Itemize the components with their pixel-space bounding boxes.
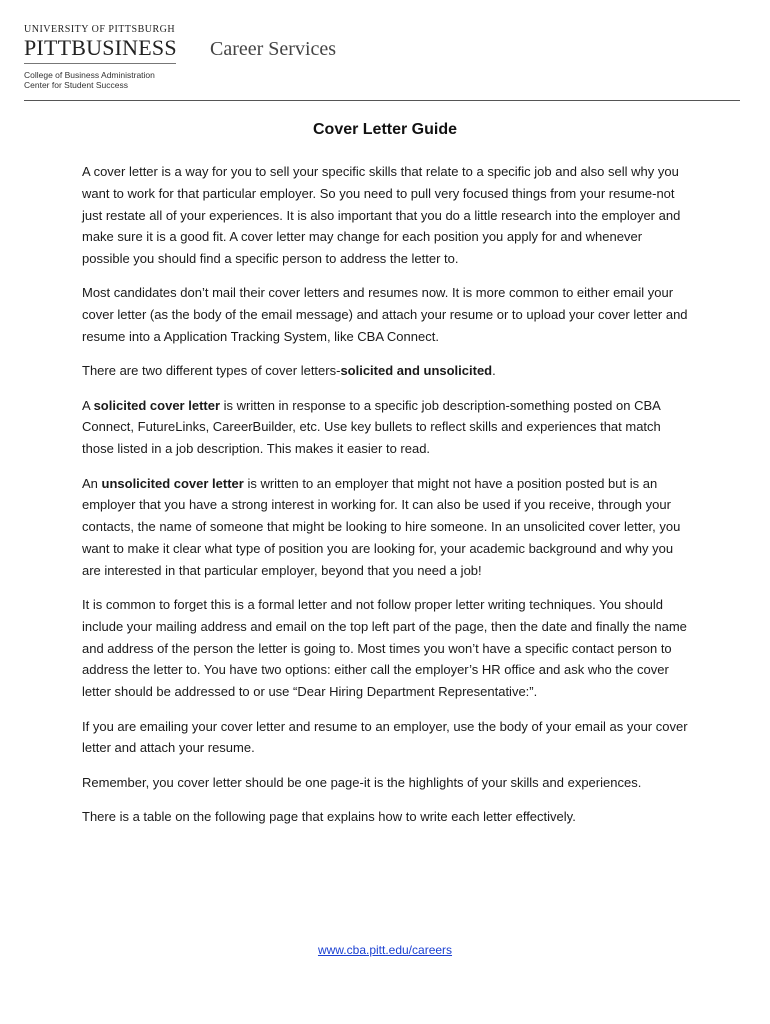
center-name: Center for Student Success xyxy=(24,80,128,90)
unsolicited-term: unsolicited cover letter xyxy=(101,475,244,491)
college-name: College of Business Administration xyxy=(24,70,155,80)
unsolicited-text: is written to an employer that might not have a position posted but is an employer that you have a strong interest in working for. It can also be used if you receive, through your contacts, the name of someone that might be looking to hire someone. In an unsolicited cover letter, you want to make it clear what type of position you are looking for, your academic background and why you are interested in that particular employer, beyond that you need a job! xyxy=(82,475,681,578)
section-name: Career Services xyxy=(210,38,337,60)
paragraph-emailing: If you are emailing your cover letter and resume to an employer, use the body of your email as your cover letter and attach your resume. xyxy=(82,718,688,756)
types-end: . xyxy=(492,363,496,379)
solicited-lead: A xyxy=(82,397,94,413)
pitt-business-logo xyxy=(24,24,184,90)
solicited-text: is written in response to a specific job description-something posted on CBA Connect, FutureLinks, CareerBuilder, etc. Use key bullets to reflect skills and experiences that match those listed in a job description. This makes it easier to read. xyxy=(82,397,661,457)
careers-website-link[interactable]: www.cba.pitt.edu/careers xyxy=(317,943,453,957)
document-body xyxy=(82,161,690,840)
paragraph-formal-letter: It is common to forget this is a formal letter and not follow proper letter writing techniques. You should include your mailing address and email on the top left part of the page, then the date and finally the name and address of the person the letter is going to. Most times you won’t have a specific contact person to address the letter to. You have two options: either call the employer’s HR office and ask who the cover letter should be addressed to or use “Dear Hiring Department Representative:”. xyxy=(82,597,687,700)
header-divider xyxy=(24,100,740,101)
paragraph-types xyxy=(82,360,690,382)
paragraph-unsolicited xyxy=(82,473,690,582)
pitt-business-wordmark: PITTBUSINESS xyxy=(24,35,177,60)
paragraph-submission: Most candidates don’t mail their cover letters and resumes now. It is more common to either email your cover letter (as the body of the email message) and attach your resume or to upload your cover letter and resume into a Application Tracking System, like CBA Connect. xyxy=(82,285,688,345)
logo-divider xyxy=(24,63,176,64)
university-name: UNIVERSITY OF PITTSBURGH xyxy=(24,24,176,35)
types-emphasis: solicited and unsolicited xyxy=(340,363,493,379)
solicited-term: solicited cover letter xyxy=(93,397,221,413)
paragraph-intro: A cover letter is a way for you to sell your specific skills that relate to a specific job and also sell why you want to work for that particular employer. So you need to pull very focused things from your resume-not just restate all of your experiences. It is also important that you do a little research into the employer and make sure it is a good fit. A cover letter may change for each position you apply for and whenever possible you should find a specific person to address the letter to. xyxy=(82,164,681,267)
paragraph-solicited xyxy=(82,395,690,460)
types-text: There are two different types of cover letters- xyxy=(82,363,341,379)
page-header xyxy=(24,24,740,102)
paragraph-table-note: There is a table on the following page that explains how to write each letter effectively. xyxy=(82,808,576,824)
document-title: Cover Letter Guide xyxy=(312,121,458,138)
unsolicited-lead: An xyxy=(82,475,102,491)
paragraph-one-page: Remember, you cover letter should be one page-it is the highlights of your skills and experiences. xyxy=(82,774,642,790)
